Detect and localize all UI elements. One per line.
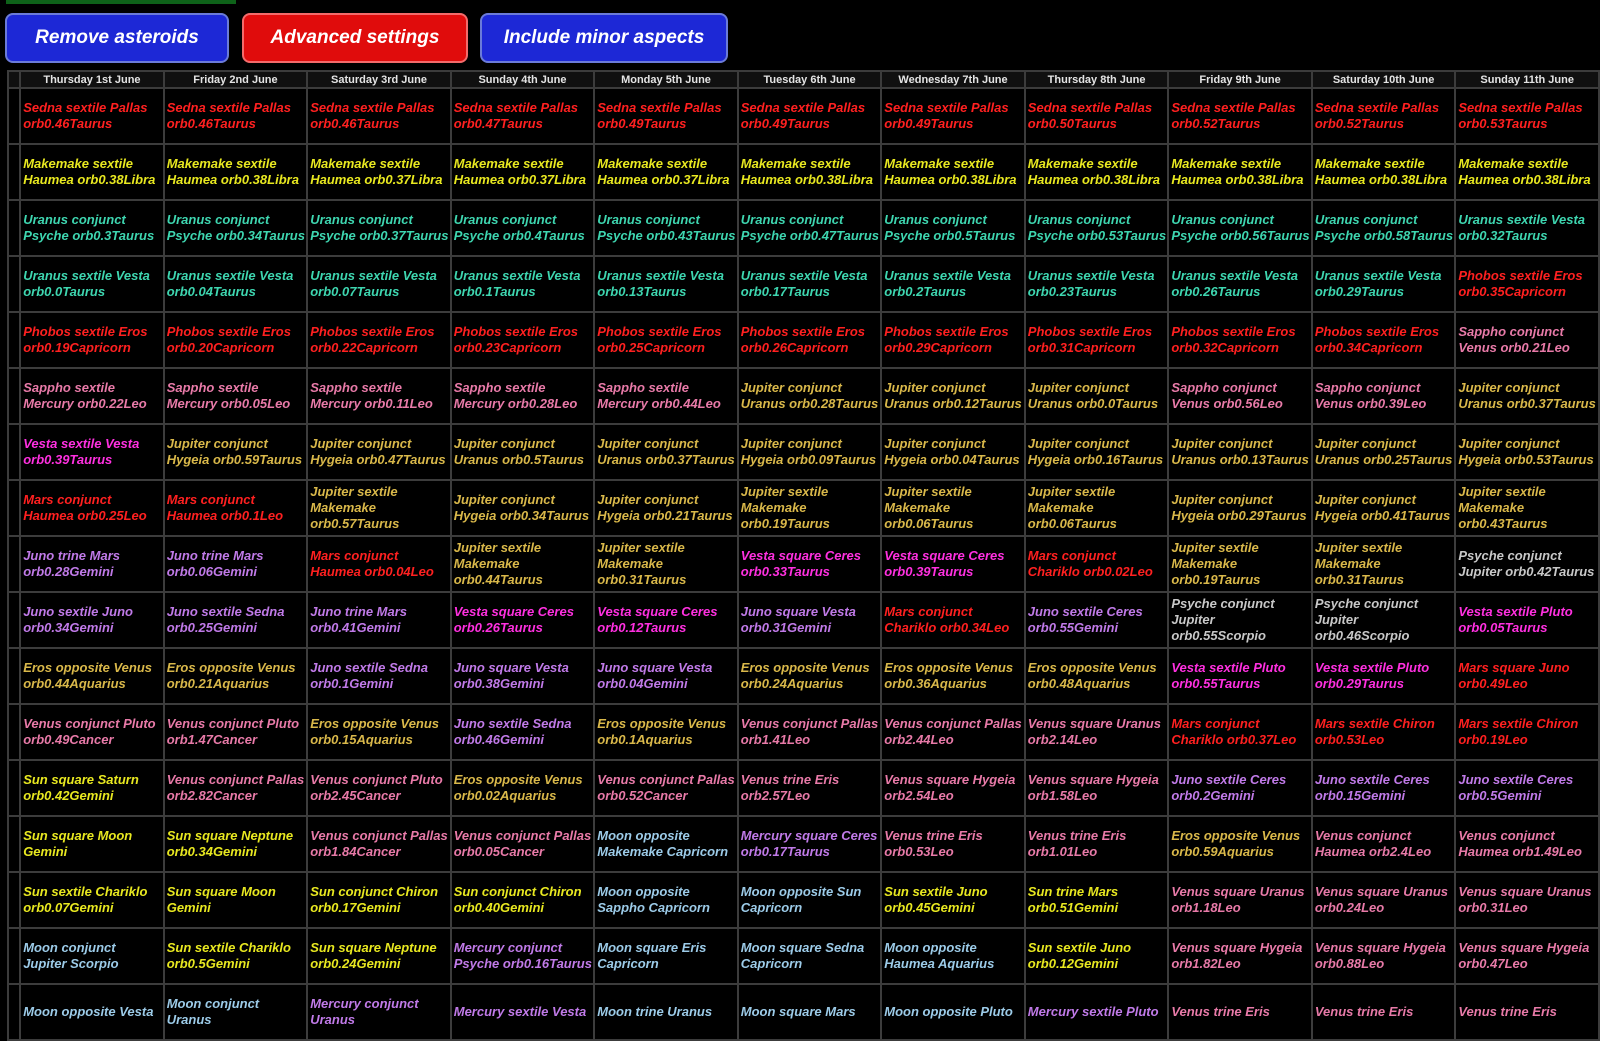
- aspect-cell[interactable]: Eros opposite Venus orb0.21Aquarius: [164, 648, 308, 704]
- toolbar: [0, 0, 1600, 68]
- aspect-cell[interactable]: Phobos sextile Eros orb0.20Capricorn: [164, 312, 308, 368]
- aspect-cell[interactable]: Venus trine Eris orb0.53Leo: [881, 816, 1025, 872]
- aspect-cell[interactable]: Phobos sextile Eros orb0.25Capricorn: [594, 312, 738, 368]
- row-gutter: [8, 648, 20, 704]
- aspect-cell[interactable]: Eros opposite Venus orb0.1Aquarius: [594, 704, 738, 760]
- aspect-cell[interactable]: Eros opposite Venus orb0.44Aquarius: [20, 648, 164, 704]
- aspect-cell[interactable]: Uranus sextile Vesta orb0.23Taurus: [1025, 256, 1169, 312]
- aspect-cell[interactable]: Vesta square Ceres orb0.12Taurus: [594, 592, 738, 648]
- aspect-cell[interactable]: Mercury sextile Vesta: [451, 984, 595, 1040]
- aspect-cell[interactable]: Uranus sextile Vesta orb0.2Taurus: [881, 256, 1025, 312]
- aspect-cell[interactable]: Venus trine Eris: [1168, 984, 1312, 1040]
- aspect-row: [8, 984, 1599, 1040]
- aspect-cell[interactable]: Sappho conjunct Venus orb0.21Leo: [1455, 312, 1599, 368]
- include-minor-aspects-button[interactable]: Include minor aspects: [480, 13, 728, 63]
- aspect-cell[interactable]: Jupiter sextile Makemake orb0.57Taurus: [307, 480, 451, 536]
- aspect-cell[interactable]: Uranus conjunct Psyche orb0.3Taurus: [20, 200, 164, 256]
- row-gutter: [8, 928, 20, 984]
- aspect-cell[interactable]: Sedna sextile Pallas orb0.53Taurus: [1455, 88, 1599, 144]
- aspect-cell[interactable]: Jupiter conjunct Uranus orb0.37Taurus: [594, 424, 738, 480]
- aspect-cell[interactable]: Makemake sextile Haumea orb0.38Libra: [1455, 144, 1599, 200]
- aspect-row: [8, 536, 1599, 592]
- aspect-cell[interactable]: Juno square Vesta orb0.38Gemini: [451, 648, 595, 704]
- aspect-cell[interactable]: Vesta square Ceres orb0.26Taurus: [451, 592, 595, 648]
- aspect-cell[interactable]: Mars conjunct Chariklo orb0.37Leo: [1168, 704, 1312, 760]
- aspect-cell[interactable]: Venus trine Eris: [1312, 984, 1456, 1040]
- day-header: Friday 9th June: [1168, 71, 1312, 88]
- aspect-cell[interactable]: Juno square Vesta orb0.04Gemini: [594, 648, 738, 704]
- aspect-cell[interactable]: Psyche conjunct Jupiter orb0.42Taurus: [1455, 536, 1599, 592]
- aspect-cell[interactable]: Makemake sextile Haumea orb0.38Libra: [881, 144, 1025, 200]
- aspect-cell[interactable]: Sedna sextile Pallas orb0.52Taurus: [1168, 88, 1312, 144]
- row-gutter: [8, 368, 20, 424]
- aspect-cell[interactable]: Venus square Hygeia orb1.82Leo: [1168, 928, 1312, 984]
- aspect-cell[interactable]: Makemake sextile Haumea orb0.38Libra: [1168, 144, 1312, 200]
- aspect-cell[interactable]: Venus conjunct Pallas orb0.52Cancer: [594, 760, 738, 816]
- aspect-cell[interactable]: Venus trine Eris orb2.57Leo: [738, 760, 882, 816]
- aspect-row: [8, 480, 1599, 536]
- aspect-cell[interactable]: Uranus conjunct Psyche orb0.56Taurus: [1168, 200, 1312, 256]
- aspect-cell[interactable]: Vesta sextile Pluto orb0.55Taurus: [1168, 648, 1312, 704]
- aspect-cell[interactable]: Jupiter sextile Makemake orb0.19Taurus: [1168, 536, 1312, 592]
- aspect-cell[interactable]: Jupiter conjunct Uranus orb0.28Taurus: [738, 368, 882, 424]
- aspect-cell[interactable]: Jupiter sextile Makemake orb0.31Taurus: [594, 536, 738, 592]
- row-gutter: [8, 256, 20, 312]
- aspect-cell[interactable]: Eros opposite Venus orb0.36Aquarius: [881, 648, 1025, 704]
- aspect-row: [8, 144, 1599, 200]
- aspect-cell[interactable]: Juno trine Mars orb0.06Gemini: [164, 536, 308, 592]
- aspect-cell[interactable]: Sedna sextile Pallas orb0.49Taurus: [881, 88, 1025, 144]
- aspect-cell[interactable]: Phobos sextile Eros orb0.35Capricorn: [1455, 256, 1599, 312]
- row-gutter: [8, 872, 20, 928]
- row-gutter: [8, 312, 20, 368]
- aspect-cell[interactable]: Uranus sextile Vesta orb0.26Taurus: [1168, 256, 1312, 312]
- aspect-cell[interactable]: Sun sextile Juno orb0.12Gemini: [1025, 928, 1169, 984]
- aspect-cell[interactable]: Jupiter conjunct Uranus orb0.37Taurus: [1455, 368, 1599, 424]
- aspect-cell[interactable]: Juno sextile Sedna orb0.25Gemini: [164, 592, 308, 648]
- aspect-cell[interactable]: Phobos sextile Eros orb0.31Capricorn: [1025, 312, 1169, 368]
- aspect-cell[interactable]: Jupiter conjunct Uranus orb0.0Taurus: [1025, 368, 1169, 424]
- aspect-cell[interactable]: Uranus sextile Vesta orb0.0Taurus: [20, 256, 164, 312]
- aspect-cell[interactable]: Jupiter conjunct Uranus orb0.5Taurus: [451, 424, 595, 480]
- aspect-cell[interactable]: Makemake sextile Haumea orb0.38Libra: [1025, 144, 1169, 200]
- aspect-cell[interactable]: Uranus sextile Vesta orb0.04Taurus: [164, 256, 308, 312]
- aspect-cell[interactable]: Venus square Uranus orb0.24Leo: [1312, 872, 1456, 928]
- day-header: Wednesday 7th June: [881, 71, 1025, 88]
- aspect-cell[interactable]: Makemake sextile Haumea orb0.38Libra: [20, 144, 164, 200]
- row-gutter: [8, 424, 20, 480]
- aspect-cell[interactable]: Sappho sextile Mercury orb0.05Leo: [164, 368, 308, 424]
- advanced-settings-button[interactable]: Advanced settings: [242, 13, 468, 63]
- aspect-cell[interactable]: Mercury sextile Pluto: [1025, 984, 1169, 1040]
- aspect-cell[interactable]: Juno trine Mars orb0.41Gemini: [307, 592, 451, 648]
- aspect-cell[interactable]: Moon opposite Haumea Aquarius: [881, 928, 1025, 984]
- aspect-cell[interactable]: Jupiter conjunct Hygeia orb0.09Taurus: [738, 424, 882, 480]
- day-header: Thursday 1st June: [20, 71, 164, 88]
- aspect-cell[interactable]: Mars conjunct Haumea orb0.04Leo: [307, 536, 451, 592]
- aspect-cell[interactable]: Makemake sextile Haumea orb0.37Libra: [594, 144, 738, 200]
- aspect-cell[interactable]: Uranus conjunct Psyche orb0.4Taurus: [451, 200, 595, 256]
- aspect-cell[interactable]: Eros opposite Venus orb0.24Aquarius: [738, 648, 882, 704]
- aspect-cell[interactable]: Sappho sextile Mercury orb0.11Leo: [307, 368, 451, 424]
- aspect-cell[interactable]: Mars sextile Chiron orb0.19Leo: [1455, 704, 1599, 760]
- aspect-cell[interactable]: Sun sextile Chariklo orb0.5Gemini: [164, 928, 308, 984]
- aspect-cell[interactable]: Moon opposite Pluto: [881, 984, 1025, 1040]
- aspect-cell[interactable]: Mars conjunct Haumea orb0.1Leo: [164, 480, 308, 536]
- aspect-cell[interactable]: Phobos sextile Eros orb0.26Capricorn: [738, 312, 882, 368]
- day-header: Saturday 10th June: [1312, 71, 1456, 88]
- aspect-row: [8, 816, 1599, 872]
- aspect-cell[interactable]: Mars conjunct Haumea orb0.25Leo: [20, 480, 164, 536]
- aspect-cell[interactable]: Juno square Vesta orb0.31Gemini: [738, 592, 882, 648]
- aspect-cell[interactable]: Makemake sextile Haumea orb0.37Libra: [451, 144, 595, 200]
- aspect-cell[interactable]: Sun square Moon Gemini: [20, 816, 164, 872]
- aspect-cell[interactable]: Sedna sextile Pallas orb0.46Taurus: [307, 88, 451, 144]
- aspect-cell[interactable]: Jupiter conjunct Hygeia orb0.59Taurus: [164, 424, 308, 480]
- aspect-cell[interactable]: Jupiter sextile Makemake orb0.06Taurus: [881, 480, 1025, 536]
- aspect-cell[interactable]: Moon opposite Makemake Capricorn: [594, 816, 738, 872]
- aspect-cell[interactable]: Sun trine Mars orb0.51Gemini: [1025, 872, 1169, 928]
- day-header-row: [8, 71, 1599, 88]
- aspect-cell[interactable]: Venus conjunct Pallas orb1.84Cancer: [307, 816, 451, 872]
- aspect-cell[interactable]: Juno sextile Juno orb0.34Gemini: [20, 592, 164, 648]
- aspect-cell[interactable]: Mars conjunct Chariklo orb0.02Leo: [1025, 536, 1169, 592]
- aspect-cell[interactable]: Uranus sextile Vesta orb0.13Taurus: [594, 256, 738, 312]
- aspect-cell[interactable]: Jupiter sextile Makemake orb0.44Taurus: [451, 536, 595, 592]
- aspect-cell[interactable]: Venus square Uranus orb0.31Leo: [1455, 872, 1599, 928]
- aspect-cell[interactable]: Jupiter conjunct Hygeia orb0.47Taurus: [307, 424, 451, 480]
- row-gutter: [8, 760, 20, 816]
- aspect-cell[interactable]: Jupiter conjunct Hygeia orb0.29Taurus: [1168, 480, 1312, 536]
- aspect-cell[interactable]: Sappho sextile Mercury orb0.28Leo: [451, 368, 595, 424]
- aspect-row: [8, 368, 1599, 424]
- aspect-cell[interactable]: Makemake sextile Haumea orb0.37Libra: [307, 144, 451, 200]
- aspect-cell[interactable]: Sun conjunct Chiron orb0.40Gemini: [451, 872, 595, 928]
- top-progress-strip: [6, 0, 236, 4]
- aspect-cell[interactable]: Juno sextile Sedna orb0.1Gemini: [307, 648, 451, 704]
- aspect-row: [8, 256, 1599, 312]
- aspect-cell[interactable]: Uranus sextile Vesta orb0.1Taurus: [451, 256, 595, 312]
- day-header: Sunday 11th June: [1455, 71, 1599, 88]
- day-header: Sunday 4th June: [451, 71, 595, 88]
- aspects-table-container[interactable]: [7, 70, 1600, 1027]
- row-gutter: [8, 88, 20, 144]
- aspect-cell[interactable]: Sun square Moon Gemini: [164, 872, 308, 928]
- aspect-cell[interactable]: Uranus sextile Vesta orb0.32Taurus: [1455, 200, 1599, 256]
- aspect-row: [8, 928, 1599, 984]
- aspect-row: [8, 88, 1599, 144]
- aspect-cell[interactable]: Makemake sextile Haumea orb0.38Libra: [738, 144, 882, 200]
- aspect-cell[interactable]: Vesta square Ceres orb0.39Taurus: [881, 536, 1025, 592]
- day-header: Saturday 3rd June: [307, 71, 451, 88]
- aspect-cell[interactable]: Juno trine Mars orb0.28Gemini: [20, 536, 164, 592]
- aspect-cell[interactable]: Vesta square Ceres orb0.33Taurus: [738, 536, 882, 592]
- aspect-cell[interactable]: Juno sextile Ceres orb0.55Gemini: [1025, 592, 1169, 648]
- aspect-cell[interactable]: Jupiter conjunct Uranus orb0.25Taurus: [1312, 424, 1456, 480]
- aspect-cell[interactable]: Moon conjunct Jupiter Scorpio: [20, 928, 164, 984]
- aspect-cell[interactable]: Mercury conjunct Psyche orb0.16Taurus: [451, 928, 595, 984]
- aspect-cell[interactable]: Sappho sextile Mercury orb0.44Leo: [594, 368, 738, 424]
- aspect-cell[interactable]: Venus conjunct Pallas orb2.44Leo: [881, 704, 1025, 760]
- aspect-cell[interactable]: Sun conjunct Chiron orb0.17Gemini: [307, 872, 451, 928]
- aspect-cell[interactable]: Phobos sextile Eros orb0.19Capricorn: [20, 312, 164, 368]
- aspect-cell[interactable]: Mercury square Ceres orb0.17Taurus: [738, 816, 882, 872]
- aspect-cell[interactable]: Sedna sextile Pallas orb0.49Taurus: [594, 88, 738, 144]
- aspect-cell[interactable]: Jupiter conjunct Uranus orb0.12Taurus: [881, 368, 1025, 424]
- aspect-cell[interactable]: Sedna sextile Pallas orb0.46Taurus: [20, 88, 164, 144]
- aspect-cell[interactable]: Venus square Hygeia orb1.58Leo: [1025, 760, 1169, 816]
- aspect-cell[interactable]: Venus conjunct Pluto orb2.45Cancer: [307, 760, 451, 816]
- row-gutter: [8, 704, 20, 760]
- aspect-cell[interactable]: Vesta sextile Vesta orb0.39Taurus: [20, 424, 164, 480]
- aspect-cell[interactable]: Eros opposite Venus orb0.59Aquarius: [1168, 816, 1312, 872]
- aspect-row: [8, 312, 1599, 368]
- aspect-cell[interactable]: Sun sextile Chariklo orb0.07Gemini: [20, 872, 164, 928]
- aspect-cell[interactable]: Jupiter conjunct Hygeia orb0.21Taurus: [594, 480, 738, 536]
- day-header: Monday 5th June: [594, 71, 738, 88]
- aspect-cell[interactable]: Makemake sextile Haumea orb0.38Libra: [164, 144, 308, 200]
- aspect-cell[interactable]: Vesta sextile Pluto orb0.29Taurus: [1312, 648, 1456, 704]
- aspect-cell[interactable]: Moon trine Uranus: [594, 984, 738, 1040]
- aspect-cell[interactable]: Mars sextile Chiron orb0.53Leo: [1312, 704, 1456, 760]
- aspect-row: [8, 648, 1599, 704]
- row-gutter: [8, 816, 20, 872]
- aspect-cell[interactable]: Venus conjunct Pallas orb0.05Cancer: [451, 816, 595, 872]
- aspect-cell[interactable]: Moon square Eris Capricorn: [594, 928, 738, 984]
- aspect-cell[interactable]: Uranus conjunct Psyche orb0.53Taurus: [1025, 200, 1169, 256]
- aspect-cell[interactable]: Jupiter sextile Makemake orb0.19Taurus: [738, 480, 882, 536]
- aspect-cell[interactable]: Phobos sextile Eros orb0.23Capricorn: [451, 312, 595, 368]
- aspect-cell[interactable]: Sun square Neptune orb0.34Gemini: [164, 816, 308, 872]
- day-header: Tuesday 6th June: [738, 71, 882, 88]
- aspect-cell[interactable]: Uranus sextile Vesta orb0.07Taurus: [307, 256, 451, 312]
- aspect-cell[interactable]: Venus square Hygeia orb2.54Leo: [881, 760, 1025, 816]
- aspect-cell[interactable]: Phobos sextile Eros orb0.34Capricorn: [1312, 312, 1456, 368]
- aspect-cell[interactable]: Moon opposite Sappho Capricorn: [594, 872, 738, 928]
- aspect-cell[interactable]: Phobos sextile Eros orb0.22Capricorn: [307, 312, 451, 368]
- aspect-cell[interactable]: Moon conjunct Uranus: [164, 984, 308, 1040]
- aspect-cell[interactable]: Moon square Sedna Capricorn: [738, 928, 882, 984]
- aspect-cell[interactable]: Mars square Juno orb0.49Leo: [1455, 648, 1599, 704]
- aspect-cell[interactable]: Uranus conjunct Psyche orb0.34Taurus: [164, 200, 308, 256]
- aspects-table: [7, 70, 1600, 1041]
- aspect-cell[interactable]: Jupiter sextile Makemake orb0.43Taurus: [1455, 480, 1599, 536]
- aspect-cell[interactable]: Venus trine Eris orb1.01Leo: [1025, 816, 1169, 872]
- aspect-cell[interactable]: Jupiter sextile Makemake orb0.31Taurus: [1312, 536, 1456, 592]
- aspect-cell[interactable]: Uranus sextile Vesta orb0.29Taurus: [1312, 256, 1456, 312]
- row-gutter-header: [8, 71, 20, 88]
- aspect-row: [8, 424, 1599, 480]
- aspect-cell[interactable]: Juno sextile Ceres orb0.15Gemini: [1312, 760, 1456, 816]
- aspect-cell[interactable]: Jupiter conjunct Hygeia orb0.04Taurus: [881, 424, 1025, 480]
- aspect-cell[interactable]: Mars conjunct Chariklo orb0.34Leo: [881, 592, 1025, 648]
- aspect-cell[interactable]: Jupiter conjunct Uranus orb0.13Taurus: [1168, 424, 1312, 480]
- aspect-cell[interactable]: Venus square Uranus orb1.18Leo: [1168, 872, 1312, 928]
- aspect-cell[interactable]: Venus square Uranus orb2.14Leo: [1025, 704, 1169, 760]
- aspect-cell[interactable]: Uranus conjunct Psyche orb0.43Taurus: [594, 200, 738, 256]
- row-gutter: [8, 480, 20, 536]
- day-header: Friday 2nd June: [164, 71, 308, 88]
- aspect-cell[interactable]: Jupiter sextile Makemake orb0.06Taurus: [1025, 480, 1169, 536]
- aspect-cell[interactable]: Eros opposite Venus orb0.48Aquarius: [1025, 648, 1169, 704]
- aspect-cell[interactable]: Sun square Neptune orb0.24Gemini: [307, 928, 451, 984]
- aspect-cell[interactable]: Venus conjunct Pallas orb2.82Cancer: [164, 760, 308, 816]
- aspect-cell[interactable]: Venus square Hygeia orb0.88Leo: [1312, 928, 1456, 984]
- aspect-cell[interactable]: Venus conjunct Haumea orb2.4Leo: [1312, 816, 1456, 872]
- aspect-cell[interactable]: Juno sextile Ceres orb0.2Gemini: [1168, 760, 1312, 816]
- aspect-cell[interactable]: Psyche conjunct Jupiter orb0.46Scorpio: [1312, 592, 1456, 648]
- row-gutter: [8, 592, 20, 648]
- aspect-cell[interactable]: Venus trine Eris: [1455, 984, 1599, 1040]
- aspect-cell[interactable]: Jupiter conjunct Hygeia orb0.34Taurus: [451, 480, 595, 536]
- aspect-cell[interactable]: Moon opposite Sun Capricorn: [738, 872, 882, 928]
- row-gutter: [8, 536, 20, 592]
- aspect-cell[interactable]: Eros opposite Venus orb0.15Aquarius: [307, 704, 451, 760]
- aspect-cell[interactable]: Uranus conjunct Psyche orb0.5Taurus: [881, 200, 1025, 256]
- aspect-cell[interactable]: Venus conjunct Haumea orb1.49Leo: [1455, 816, 1599, 872]
- aspect-cell[interactable]: Venus conjunct Pallas orb1.41Leo: [738, 704, 882, 760]
- aspect-cell[interactable]: Sedna sextile Pallas orb0.52Taurus: [1312, 88, 1456, 144]
- aspect-row: [8, 872, 1599, 928]
- aspect-cell[interactable]: Moon opposite Vesta: [20, 984, 164, 1040]
- aspect-row: [8, 200, 1599, 256]
- aspect-cell[interactable]: Eros opposite Venus orb0.02Aquarius: [451, 760, 595, 816]
- aspect-cell[interactable]: Uranus conjunct Psyche orb0.37Taurus: [307, 200, 451, 256]
- aspect-cell[interactable]: Sun sextile Juno orb0.45Gemini: [881, 872, 1025, 928]
- aspect-cell[interactable]: Moon square Mars: [738, 984, 882, 1040]
- aspect-cell[interactable]: Jupiter conjunct Hygeia orb0.41Taurus: [1312, 480, 1456, 536]
- aspect-cell[interactable]: Sedna sextile Pallas orb0.49Taurus: [738, 88, 882, 144]
- aspect-cell[interactable]: Sedna sextile Pallas orb0.47Taurus: [451, 88, 595, 144]
- row-gutter: [8, 200, 20, 256]
- aspect-row: [8, 704, 1599, 760]
- aspect-cell[interactable]: Juno sextile Sedna orb0.46Gemini: [451, 704, 595, 760]
- aspect-cell[interactable]: Jupiter conjunct Hygeia orb0.16Taurus: [1025, 424, 1169, 480]
- remove-asteroids-button[interactable]: Remove asteroids: [5, 13, 229, 63]
- aspect-row: [8, 760, 1599, 816]
- aspect-cell[interactable]: Psyche conjunct Jupiter orb0.55Scorpio: [1168, 592, 1312, 648]
- aspect-cell[interactable]: Sappho conjunct Venus orb0.39Leo: [1312, 368, 1456, 424]
- aspect-cell[interactable]: Sedna sextile Pallas orb0.50Taurus: [1025, 88, 1169, 144]
- aspect-cell[interactable]: Venus conjunct Pluto orb0.49Cancer: [20, 704, 164, 760]
- aspect-cell[interactable]: Makemake sextile Haumea orb0.38Libra: [1312, 144, 1456, 200]
- aspect-cell[interactable]: Sun square Saturn orb0.42Gemini: [20, 760, 164, 816]
- aspect-cell[interactable]: Phobos sextile Eros orb0.29Capricorn: [881, 312, 1025, 368]
- aspect-cell[interactable]: Sappho conjunct Venus orb0.56Leo: [1168, 368, 1312, 424]
- row-gutter: [8, 144, 20, 200]
- aspect-row: [8, 592, 1599, 648]
- aspect-cell[interactable]: Jupiter conjunct Hygeia orb0.53Taurus: [1455, 424, 1599, 480]
- aspect-cell[interactable]: Phobos sextile Eros orb0.32Capricorn: [1168, 312, 1312, 368]
- aspect-cell[interactable]: Sedna sextile Pallas orb0.46Taurus: [164, 88, 308, 144]
- aspect-cell[interactable]: Venus square Hygeia orb0.47Leo: [1455, 928, 1599, 984]
- aspect-cell[interactable]: Vesta sextile Pluto orb0.05Taurus: [1455, 592, 1599, 648]
- aspect-cell[interactable]: Mercury conjunct Uranus: [307, 984, 451, 1040]
- aspect-cell[interactable]: Juno sextile Ceres orb0.5Gemini: [1455, 760, 1599, 816]
- aspect-cell[interactable]: Venus conjunct Pluto orb1.47Cancer: [164, 704, 308, 760]
- day-header: Thursday 8th June: [1025, 71, 1169, 88]
- aspect-cell[interactable]: Sappho sextile Mercury orb0.22Leo: [20, 368, 164, 424]
- aspect-cell[interactable]: Uranus conjunct Psyche orb0.47Taurus: [738, 200, 882, 256]
- row-gutter: [8, 984, 20, 1040]
- aspect-cell[interactable]: Uranus conjunct Psyche orb0.58Taurus: [1312, 200, 1456, 256]
- aspect-cell[interactable]: Uranus sextile Vesta orb0.17Taurus: [738, 256, 882, 312]
